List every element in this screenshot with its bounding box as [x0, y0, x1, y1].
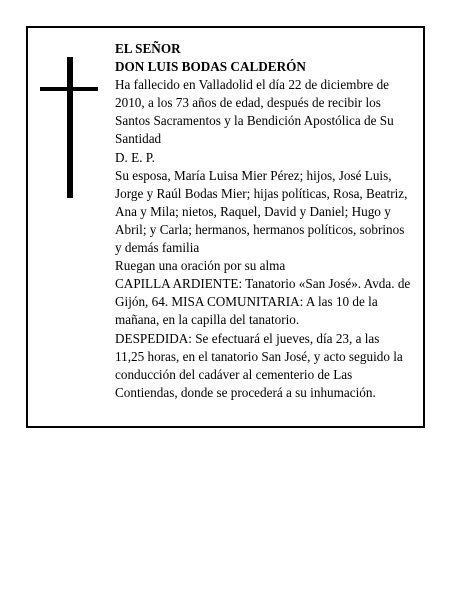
family-line-4: Abril; y Carla; hermanos, hermanos políticos, sobrinos	[115, 221, 405, 237]
obituary-notice	[26, 26, 425, 428]
farewell-line-1: DESPEDIDA: Se efectuará el jueves, día 23, a las	[115, 330, 380, 346]
announcement-line-1: Ha fallecido en Valladolid el día 22 de diciembre de	[115, 77, 390, 93]
family-line-3: Ana y Mila; nietos, Raquel, David y Daniel; Hugo y	[115, 203, 391, 219]
family-line-5: y demás familia	[115, 240, 200, 256]
chapel-line-2: Gijón, 64. MISA COMUNITARIA: A las 10 de la	[115, 294, 378, 310]
title-line-1: EL SEÑOR	[115, 41, 181, 56]
cross-icon-crossbar	[40, 87, 98, 91]
farewell-line-2: 11,25 horas, en el tanatorio San José, y acto seguido la	[115, 348, 403, 364]
farewell-line-3: conducción del cadáver al cementerio de Las	[115, 366, 353, 382]
family-line-1: Su esposa, María Luisa Mier Pérez; hijos, José Luis,	[115, 167, 392, 183]
announcement-line-4: Santidad	[115, 131, 162, 147]
announcement-line-3: Santos Sacramentos y la Bendición Apostólica de Su	[115, 113, 394, 129]
family-line-2: Jorge y Raúl Bodas Mier; hijas políticas, Rosa, Beatriz,	[115, 185, 408, 201]
chapel-line-3: mañana, en la capilla del tanatorio.	[115, 312, 300, 328]
announcement-line-2: 2010, a los 73 años de edad, después de recibir los	[115, 95, 381, 111]
dep-line: D. E. P.	[115, 149, 155, 165]
obituary-text	[115, 40, 429, 402]
prayer-line: Ruegan una oración por su alma	[115, 258, 286, 274]
farewell-line-4: Contiendas, donde se procederá a su inhumación.	[115, 384, 376, 400]
chapel-line-1: CAPILLA ARDIENTE: Tanatorio «San José». Avda. de	[115, 276, 411, 292]
cross-icon	[67, 57, 73, 198]
title-line-2: DON LUIS BODAS CALDERÓN	[115, 59, 306, 75]
